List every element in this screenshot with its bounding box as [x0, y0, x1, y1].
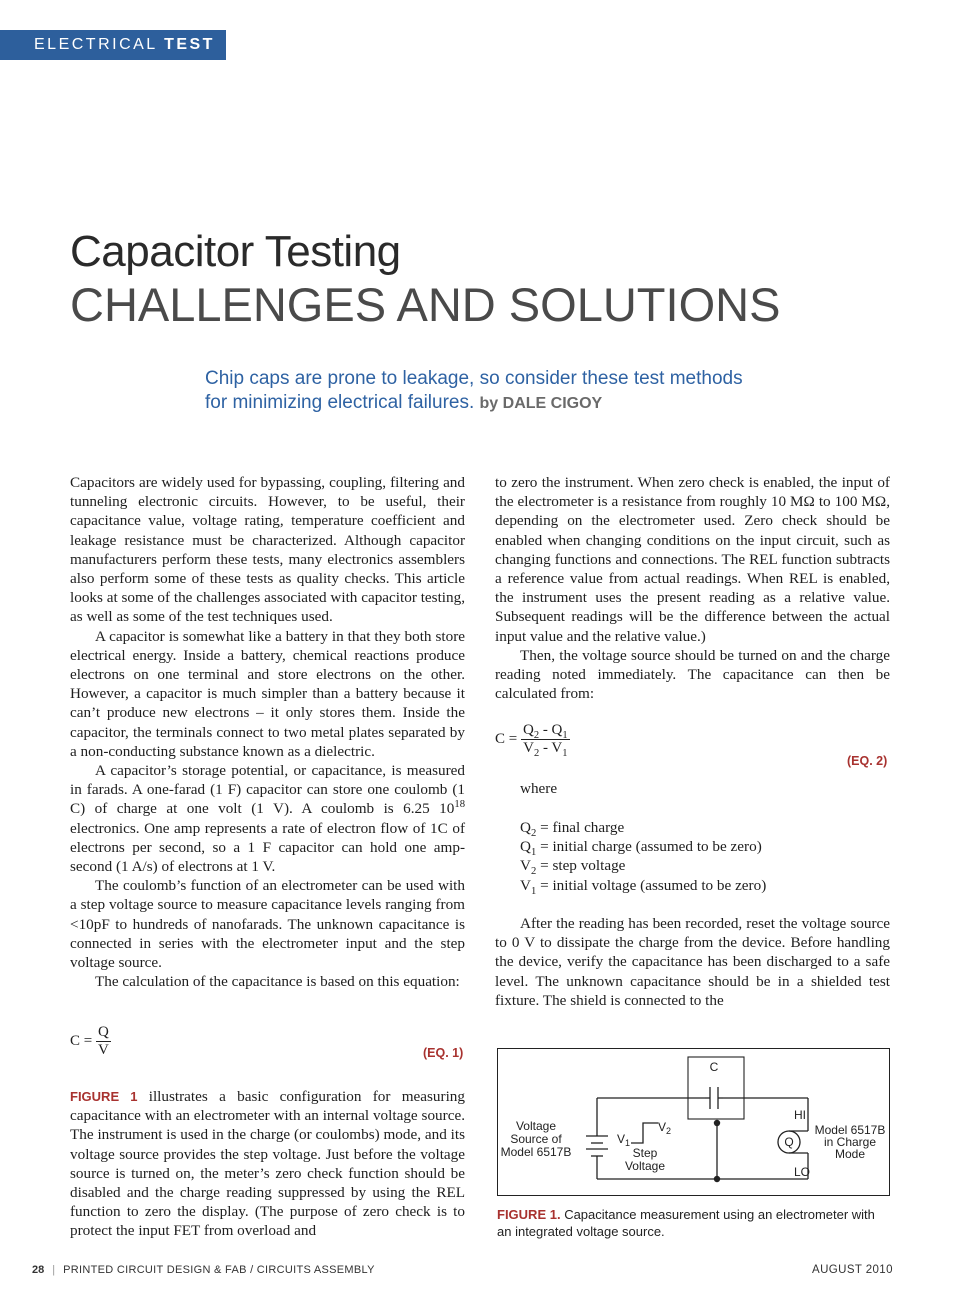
section-tag-light: ELECTRICAL — [34, 36, 158, 53]
capacitor-label: C — [709, 1060, 719, 1074]
article-deck — [205, 367, 765, 416]
issue-date: AUGUST 2010 — [812, 1264, 893, 1276]
paragraph: Then, the voltage source should be turned on and the charge reading noted immediately. The capacitance can then be calculated from: — [495, 646, 890, 703]
lo-label: LO — [794, 1165, 811, 1179]
junction-dot — [714, 1176, 720, 1182]
variable-definition: $Q_2$ = final charge — [520, 819, 625, 840]
step-label-line: Step — [632, 1146, 658, 1160]
source-label-line: Source of — [510, 1132, 562, 1146]
title-line-1: Capacitor Testing — [70, 227, 401, 276]
figure-1-caption — [497, 1206, 892, 1240]
eq2-label: (EQ. 2) — [847, 754, 888, 768]
paragraph: to zero the instrument. When zero check is enabled, the input of the electrometer is a resistance from roughly 10 MΩ to 100 MΩ, depending on the electrometer used. Zero check should be enabled when changing conditions on the input circuit, such as changing functions and connections. The REL function subtracts a reference value from actual readings. When REL is enabled, the instrument uses the present reading as a relative value. Subsequent readings will be the difference between the actual input value and the relative value.) — [495, 474, 890, 645]
v1-label: $V_1$ — [617, 1132, 631, 1148]
circuit-diagram — [498, 1049, 889, 1195]
byline: by DALE CIGOY — [479, 395, 603, 412]
footer-separator: | — [52, 1264, 56, 1276]
column-right-continued — [495, 914, 890, 1010]
variable-definition: $Q_1$ = initial charge (assumed to be zero) — [520, 838, 762, 859]
title-line-2: CHALLENGES AND SOLUTIONS — [70, 278, 781, 331]
paragraph: The calculation of the capacitance is based on this equation: — [95, 973, 460, 991]
publication-name: PRINTED CIRCUIT DESIGN & FAB / CIRCUITS ASSEMBLY — [63, 1264, 375, 1276]
figure-reference: FIGURE 1 — [70, 1089, 138, 1104]
source-label-line: Voltage — [515, 1119, 557, 1133]
column-right — [495, 473, 890, 703]
paragraph: The coulomb’s function of an electrometer can be used with a step voltage source to measure capacitance levels ranging from <10pF to hundreds of nanofarads. The unknown capacitance is connected in series with the electrometer input and the step voltage source. — [70, 877, 465, 972]
variable-definition: $V_2$ = step voltage — [520, 857, 626, 878]
eq2-denominator: $V_2 - V_1$ — [523, 740, 568, 759]
step-waveform — [631, 1123, 658, 1143]
paragraph: After the reading has been recorded, reset the voltage source to 0 V to dissipate the charge from the device. Before handling the device, verify the capacitance has been discharged to a safe level. The unknown capacitance should be in a shielded test fixture. The shield is connected to the — [495, 915, 890, 1009]
variable-list — [520, 818, 766, 895]
eq2-fraction — [521, 722, 570, 757]
paragraph-part: electronics. One amp represents a rate of electron flow of 1C of electrons per second, so a 1 F capacitor can hold one amp-second (1 A/s) of electrons at 1 V. — [70, 819, 465, 876]
eq1-denominator: V — [97, 1042, 109, 1058]
exponent: 18 — [454, 799, 465, 811]
variable-definition: $V_1$ = initial voltage (assumed to be zero) — [520, 876, 767, 897]
paragraph — [70, 1087, 465, 1241]
meter-label: Q — [784, 1135, 794, 1149]
caption-label: FIGURE 1. — [497, 1207, 561, 1222]
equation-2 — [495, 722, 570, 757]
footer — [32, 1264, 375, 1276]
eq1-fraction — [96, 1024, 111, 1059]
paragraph: Capacitors are widely used for bypassing, coupling, filtering and tunneling electronic circuits. However, to be useful, their capacitance value, voltage rating, temperature coefficient and leakage resistance must be characterized. Although capacitor manufacturers perform these tests, many electronics assemblers also perform some of these tests as quality checks. This article looks at some of the challenges associated with capacitor testing, as well as some of the test techniques used. — [70, 474, 465, 626]
eq1-lhs: C = — [70, 1032, 93, 1049]
equation-1 — [70, 1024, 111, 1059]
figure-1-diagram — [497, 1048, 890, 1196]
paragraph-part: A capacitor’s storage potential, or capacitance, is measured in farads. A one-farad (1 F) capacitor can store one coulomb (1 C) of charge at one volt (1 V). A coulomb is 6.25 10 — [70, 762, 465, 818]
paragraph: A capacitor is somewhat like a battery in that they both store electrical energy. Inside a battery, chemical reactions produce electrons on one terminal and store electrons on the other. However, a capacitor is much simpler than a battery because it can’t produce new electrons – it only stores them. Inside the capacitor, the terminals connect to two metal plates separated by a non-conducting substance known as a dielectric. — [70, 627, 465, 760]
page-number: 28 — [32, 1264, 45, 1276]
model-label-line: in Charge — [823, 1135, 877, 1149]
paragraph — [70, 761, 465, 876]
article-title — [70, 226, 780, 332]
where-label: where — [520, 780, 558, 797]
junction-dot — [714, 1120, 720, 1126]
column-left — [70, 473, 465, 991]
eq2-lhs: C = — [495, 730, 518, 747]
source-label-line: Model 6517B — [500, 1145, 572, 1159]
model-label-line: Mode — [834, 1147, 866, 1161]
section-tag-bold: TEST — [164, 36, 215, 53]
paragraph-part: illustrates a basic configuration for measuring capacitance with an electrometer with an internal voltage source. The instrument is used in the charge (or coulombs) mode, and its voltage source provides the step voltage. Just before the voltage source is turned on, the meter’s zero check function should be disabled and the charge reading suppressed by using the REL function to zero the display. (The purpose of zero check is to protect the input FET from overload and — [70, 1088, 465, 1240]
eq1-numerator: Q — [97, 1024, 109, 1040]
deck-text: Chip caps are prone to leakage, so consider these test methods for minimizing electrical failures. — [205, 368, 743, 413]
column-left-continued — [70, 1087, 465, 1241]
caption-text: Capacitance measurement using an electrometer with an integrated voltage source. — [497, 1207, 875, 1239]
hi-label: HI — [794, 1108, 806, 1122]
step-label-line: Voltage — [624, 1159, 666, 1173]
model-label-line: Model 6517B — [814, 1123, 886, 1137]
section-tag — [0, 30, 226, 60]
eq2-numerator: $Q_2 - Q_1$ — [522, 722, 568, 741]
v2-label: $V_2$ — [658, 1120, 672, 1136]
eq1-label: (EQ. 1) — [423, 1046, 464, 1060]
